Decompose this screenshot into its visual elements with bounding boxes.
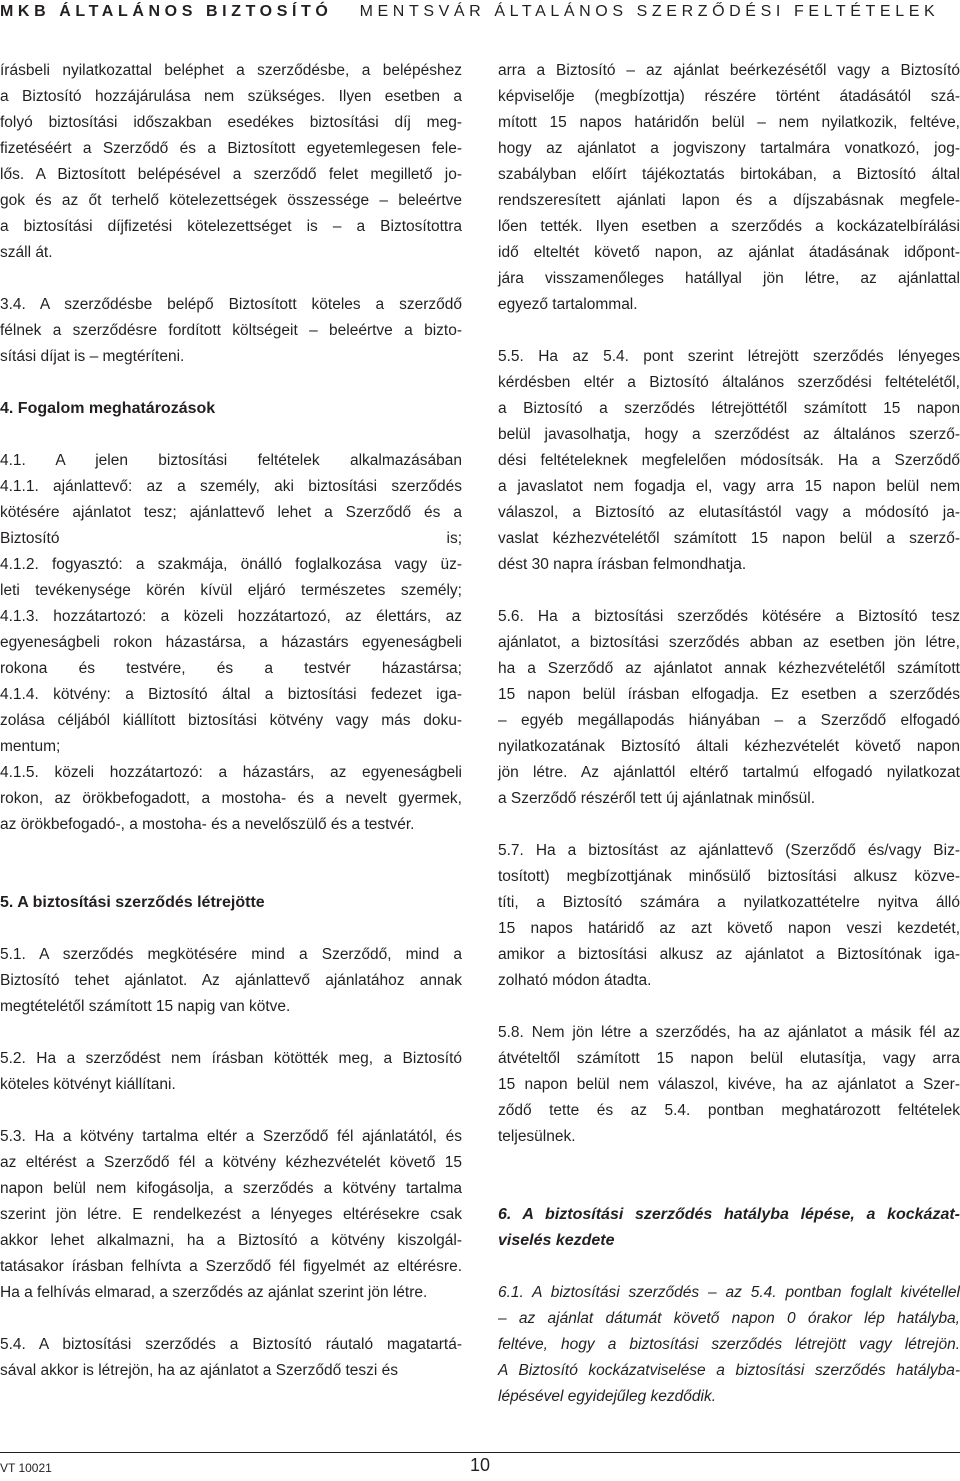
section-heading (0, 396, 462, 422)
text-line: 4.1.2. fogyasztó: a szakmája, önálló foglalkozása vagy üz- (0, 556, 462, 573)
text-line: – egyéb megállapodás hiányában – a Szerződő elfogadó (498, 712, 960, 729)
section-heading (0, 890, 462, 916)
text-line: Biztosító is; (0, 530, 462, 547)
text-line: az örökbefogadó-, a mostoha- és a nevelőszülő és a testvér. (0, 816, 415, 833)
text-line: 5.7. Ha a biztosítást az ajánlattevő (Szerződő és/vagy Biz- (498, 842, 960, 859)
text-line: az eltérést a Szerződő fél a kötvény kézhezvételét követő 15 (0, 1154, 462, 1171)
text-line: válaszol, a Biztosító az elutasítástól vagy a módosító ja- (498, 504, 960, 521)
paragraph (498, 58, 960, 318)
text-line: jára visszamenőleges hatállyal jön létre, az ajánlattal (498, 270, 960, 287)
text-line: rendszeresített ajánlati lapon és a díjszabásnak megfele- (498, 192, 960, 209)
text-line: 5.2. Ha a szerződést nem írásban kötötték meg, a Biztosító (0, 1050, 462, 1067)
text-line: belül javasolhatja, hogy a szerződést az általános szerző- (498, 426, 960, 443)
text-line: 3.4. A szerződésbe belépő Biztosított köteles a szerződő (0, 296, 462, 313)
paragraph (498, 604, 960, 812)
text-line: gok és az őt terhelő kötelezettségek összessége – beleértve (0, 192, 462, 209)
text-line: szabályban előírt tájékoztatás birtokában, a Biztosító által (498, 166, 960, 183)
text-line: tatásakor írásban felhívta a Szerződő fél figyelmét az eltérésre. (0, 1258, 462, 1275)
paragraph (0, 942, 462, 1020)
paragraph (0, 1332, 462, 1384)
header-document-title: MENTSVÁR ÁLTALÁNOS SZERZŐDÉSI FELTÉTELEK (359, 3, 940, 20)
text-line: Biztosító tehet ajánlatot. Az ajánlattevő ajánlatához annak (0, 972, 462, 989)
text-line: lépésével egyidejűleg kezdődik. (498, 1388, 717, 1405)
text-line: jön létre. Az ajánlattól eltérő tartalmú elfogadó nyilatkozat (498, 764, 960, 781)
text-line: akkor lehet alkalmazni, ha a Biztosító a kötvény kiszolgál- (0, 1232, 462, 1249)
text-line: a biztosítási díjfizetési kötelezettséget is – a Biztosítottra (0, 218, 462, 235)
text-line: mított 15 napos határidőn belül – nem nyilatkozik, feltéve, (498, 114, 960, 131)
text-line: vaslat kézhezvételétől számított 15 napon belül a szerző- (498, 530, 960, 547)
text-line: a Biztosító a szerződés létrejöttétől számított 15 napon (498, 400, 960, 417)
text-line: feltéve, hogy a biztosítási szerződés létrejött vagy létrejön. (498, 1336, 960, 1353)
text-line: a Szerződő részéről tett új ajánlatnak minősül. (498, 790, 816, 807)
text-line: 5.6. Ha a biztosítási szerződés kötésére a Biztosító tesz (498, 608, 960, 625)
paragraph (0, 1124, 462, 1306)
text-line: köteles kötvényt kiállítani. (0, 1076, 176, 1093)
text-line: ajánlatot, a biztosítási szerződés abban az esetben jön létre, (498, 634, 960, 651)
text-line: lős. A Biztosított belépésével a szerződő felet megillető jo- (0, 166, 462, 183)
text-line: képviselője (megbízottja) részére történt átadásától szá- (498, 88, 960, 105)
text-line: tosított) megbízottjának minősülő biztosítási alkusz közve- (498, 868, 960, 885)
text-line: nyilatkozatának Biztosító általi kézhezvételét követő napon (498, 738, 960, 755)
text-line: arra a Biztosító – az ajánlat beérkezésétől vagy a Biztosító (498, 62, 960, 79)
text-line: zolása céljából kiállított biztosítási kötvény vagy más doku- (0, 712, 462, 729)
text-line: 15 napon belül írásban elfogadja. Ez esetben a szerződés (498, 686, 960, 703)
text-line: folyó biztosítási időszakban esedékes biztosítási díj meg- (0, 114, 462, 131)
paragraph (498, 344, 960, 578)
text-line: kötésére ajánlatot tesz; ajánlattevő lehet a Szerződő és a (0, 504, 462, 521)
text-line: 5.4. A biztosítási szerződés a Biztosító ráutaló magatartá- (0, 1336, 462, 1353)
text-line: fizetéséért a Szerződő és a Biztosított egyetemlegesen fele- (0, 140, 462, 157)
text-line: 15 napos határidő az azt követő napon veszi kezdetét, (498, 920, 960, 937)
document-code: VT 10021 (0, 1461, 52, 1475)
text-line: zolható módon átadta. (498, 972, 652, 989)
text-line: 4.1.4. kötvény: a Biztosító által a biztosítási fedezet iga- (0, 686, 462, 703)
text-line: szerint jön létre. E rendelkezést a lényeges eltérésekre csak (0, 1206, 462, 1223)
text-line: viselés kezdete (498, 1232, 615, 1249)
text-line: írásbeli nyilatkozattal beléphet a szerződésbe, a belépéshez (0, 62, 462, 79)
text-line: A Biztosító kockázatviselése a biztosítási szerződés hatályba- (498, 1362, 960, 1379)
text-line: átvételtől számított 15 napon belül elutasítja, vagy arra (498, 1050, 960, 1067)
text-line: teljesülnek. (498, 1128, 576, 1145)
text-line: hogy az ajánlatot a jogviszony tartalmára vonatkozó, jog- (498, 140, 960, 157)
paragraph (498, 1020, 960, 1150)
text-line: 4. Fogalom meghatározások (0, 400, 216, 417)
text-line: 6.1. A biztosítási szerződés – az 5.4. pontban foglalt kivétellel (498, 1284, 960, 1301)
text-line: napon belül nem kifogásolja, a szerződés a kötvény tartalma (0, 1180, 462, 1197)
right-column (498, 58, 960, 1410)
text-line: a Biztosító hozzájárulása nem szükséges. Ilyen esetben a (0, 88, 462, 105)
text-line: 4.1.1. ajánlattevő: az a személy, aki biztosítási szerződés (0, 478, 462, 495)
text-line: 5.3. Ha a kötvény tartalma eltér a Szerződő fél ajánlatától, és (0, 1128, 462, 1145)
paragraph (0, 448, 462, 838)
text-line: 4.1. A jelen biztosítási feltételek alkalmazásában (0, 452, 462, 469)
text-line: a javaslatot nem fogadja el, vagy arra 15 napon belül nem (498, 478, 960, 495)
text-line: amikor a biztosítási alkusz az ajánlatot a Biztosítónak iga- (498, 946, 960, 963)
text-line: félnek a szerződésre fordított költségeit – beleértve a bizto- (0, 322, 462, 339)
text-line: dést 30 napra írásban felmondhatja. (498, 556, 747, 573)
text-line: – az ajánlat dátumát követő napon 0 órakor lép hatályba, (498, 1310, 960, 1327)
text-line: száll át. (0, 244, 53, 261)
page-number: 10 (470, 1455, 491, 1475)
page-footer (0, 1452, 960, 1481)
text-line: idő elteltét követő napon, az ajánlat átadásának időpont- (498, 244, 960, 261)
text-line: 5.5. Ha az 5.4. pont szerint létrejött szerződés lényeges (498, 348, 960, 365)
text-line: kérdésben eltér a Biztosító általános szerződési feltételétől, (498, 374, 960, 391)
text-line: títi, a Biztosító számára a nyilatkozattételre nyitva álló (498, 894, 960, 911)
text-line: sítási díjat is – megtéríteni. (0, 348, 185, 365)
text-line: leti tevékenysége körén kívül eljáró természetes személy; (0, 582, 462, 599)
text-line: Ha a felhívás elmarad, a szerződés az ajánlat szerint jön létre. (0, 1284, 428, 1301)
left-column (0, 58, 462, 1384)
text-line: egyező tartalommal. (498, 296, 638, 313)
text-line: sával akkor is létrejön, ha az ajánlatot a Szerződő teszi és (0, 1362, 399, 1379)
paragraph (0, 1046, 462, 1098)
paragraph (0, 292, 462, 370)
section-heading (498, 1202, 960, 1254)
text-line: ződő tette és az 5.4. pontban meghatározott feltételek (498, 1102, 960, 1119)
text-line: mentum; (0, 738, 61, 755)
text-line: 5. A biztosítási szerződés létrejötte (0, 894, 265, 911)
paragraph (0, 58, 462, 266)
text-line: 5.1. A szerződés megkötésére mind a Szerződő, mind a (0, 946, 462, 963)
text-line: dési feltételeknek megfelelően módosítsák. Ha a Szerződő (498, 452, 960, 469)
text-line: 15 napon belül nem válaszol, kivéve, ha az ajánlatot a Szer- (498, 1076, 960, 1093)
text-line: rokon, az örökbefogadott, a mostoha- és a nevelt gyermek, (0, 790, 462, 807)
text-line: 4.1.5. közeli hozzátartozó: a házastárs, az egyeneságbeli (0, 764, 462, 781)
text-line: ha a Szerződő az ajánlatot annak kézhezvételétől számított (498, 660, 960, 677)
text-line: egyeneságbeli rokon házastársa, a házastárs egyeneságbeli (0, 634, 462, 651)
text-line: lően tették. Ilyen esetben a szerződés a kockázatelbírálási (498, 218, 960, 235)
text-line: 4.1.3. hozzátartozó: a közeli hozzátartozó, az élettárs, az (0, 608, 462, 625)
running-header (0, 0, 960, 24)
text-line: megtételétől számított 15 napig van kötve. (0, 998, 291, 1015)
header-brand: MKB ÁLTALÁNOS BIZTOSÍTÓ (0, 3, 333, 20)
text-line: 5.8. Nem jön létre a szerződés, ha az ajánlatot a másik fél az (498, 1024, 960, 1041)
paragraph (498, 1280, 960, 1410)
text-line: 6. A biztosítási szerződés hatályba lépése, a kockázat- (498, 1206, 960, 1223)
text-line: rokona és testvére, és a testvér házastársa; (0, 660, 462, 677)
paragraph (498, 838, 960, 994)
